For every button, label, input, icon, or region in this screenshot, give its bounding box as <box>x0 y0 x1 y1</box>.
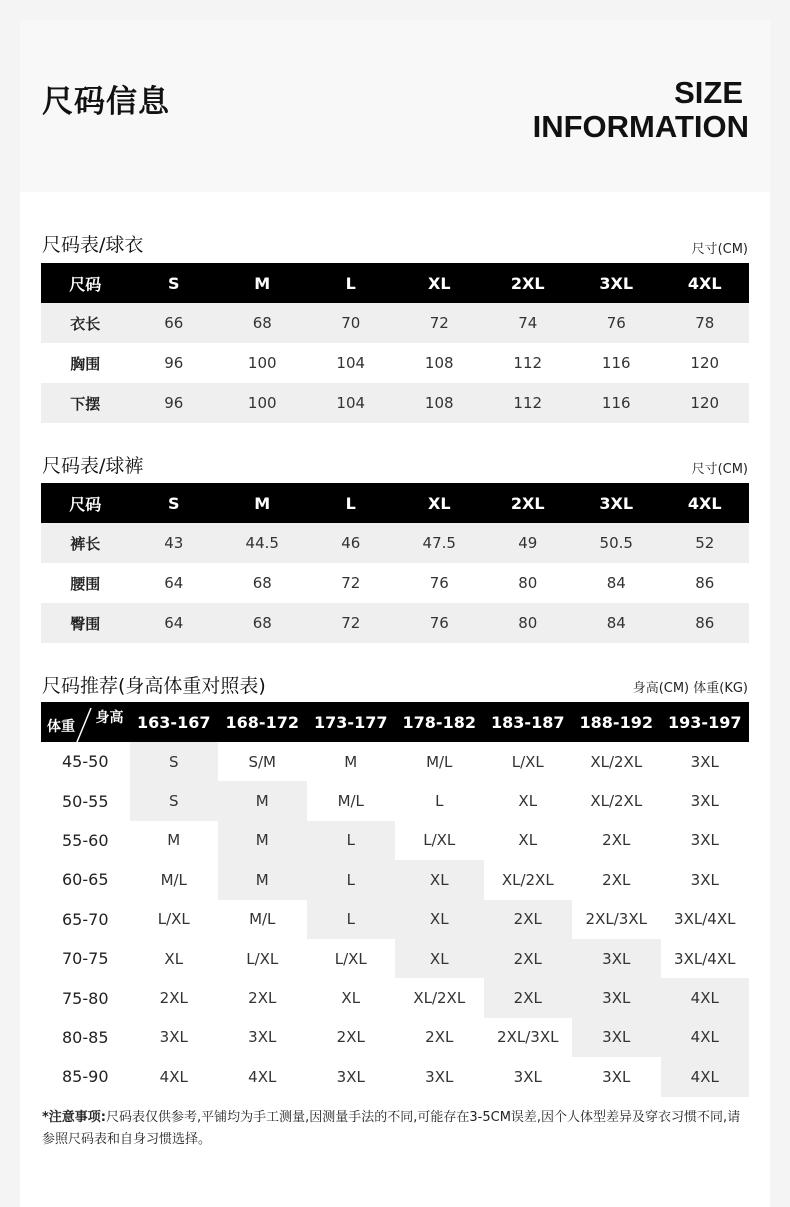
table-cell: 74 <box>484 303 573 343</box>
table-row <box>41 563 749 603</box>
table-cell: 49 <box>484 523 573 563</box>
size-cell: 3XL <box>336 1067 365 1086</box>
size-cell: XL/2XL <box>501 870 554 889</box>
weight-row-header: 85-90 <box>62 1067 109 1087</box>
table-cell: 120 <box>661 383 750 423</box>
size-cell: M/L <box>160 870 187 889</box>
table-row <box>41 978 749 1017</box>
table-cell: 43 <box>130 523 219 563</box>
weight-row-header: 55-60 <box>62 830 109 850</box>
pants-table-title: 尺码表/球裤 <box>42 455 144 477</box>
size-cell: 3XL <box>690 870 719 889</box>
table-cell: 104 <box>307 383 396 423</box>
size-cell: 2XL <box>602 831 631 850</box>
height-column-header: 168-172 <box>218 702 307 742</box>
row-header: 胸围 <box>70 354 101 373</box>
size-cell: 2XL <box>248 989 277 1008</box>
size-cell: 3XL <box>602 1067 631 1086</box>
column-header-size: 尺码 <box>41 483 130 523</box>
column-header: 2XL <box>484 483 573 523</box>
size-cell: 2XL <box>159 989 188 1008</box>
size-cell: XL/2XL <box>590 752 643 771</box>
size-cell: L/XL <box>423 831 456 850</box>
table-cell: 80 <box>518 574 538 592</box>
table-cell: 68 <box>252 574 272 592</box>
table-cell: 108 <box>395 383 484 423</box>
column-header: 2XL <box>484 263 573 303</box>
size-cell: 4XL <box>248 1067 277 1086</box>
size-cell: 2XL <box>484 900 573 939</box>
column-header-size: 尺码 <box>41 263 130 303</box>
size-cell: L <box>307 900 396 939</box>
size-cell: 3XL <box>572 1018 661 1057</box>
table-cell: 116 <box>572 383 661 423</box>
table-cell: 68 <box>218 603 307 643</box>
size-cell: 4XL <box>159 1067 188 1086</box>
table-cell: 52 <box>661 523 750 563</box>
column-header: S <box>130 483 219 523</box>
weight-row-header: 75-80 <box>62 988 109 1008</box>
size-cell: L <box>307 860 396 899</box>
size-cell: M/L <box>249 910 276 929</box>
care-note <box>42 1107 752 1151</box>
table-cell: 68 <box>218 303 307 343</box>
table-cell: 76 <box>572 303 661 343</box>
column-header: 3XL <box>572 483 661 523</box>
table-cell: 100 <box>218 383 307 423</box>
size-cell: 3XL <box>572 978 661 1017</box>
table-cell: 64 <box>130 603 219 643</box>
table-cell: 64 <box>164 574 184 592</box>
table-cell: 96 <box>164 354 184 372</box>
size-cell: S <box>130 742 219 781</box>
size-cell: S <box>130 781 219 820</box>
size-cell: 3XL/4XL <box>674 949 736 968</box>
size-cell: 2XL/3XL <box>497 1028 559 1047</box>
table-row <box>41 1057 749 1096</box>
pants-size-table <box>41 483 749 643</box>
size-cell: XL/2XL <box>590 792 643 811</box>
table-row <box>41 742 749 781</box>
corner-cell <box>41 702 130 742</box>
table-row <box>41 303 749 343</box>
size-cell: L <box>435 792 444 811</box>
note-text: 尺码表仅供参考,平铺均为手工测量,因测量手法的不同,可能存在3-5CM误差,因个人体型差异及穿衣习惯不同,请参照尺码表和自身习惯选择。 <box>42 1110 741 1147</box>
size-cell: M <box>218 821 307 860</box>
weight-row-header: 70-75 <box>62 949 109 969</box>
table-row <box>41 1018 749 1057</box>
weight-row-header: 60-65 <box>62 870 109 890</box>
table-cell: 100 <box>247 354 277 372</box>
table-cell: 84 <box>606 574 626 592</box>
table-header-row <box>41 702 749 742</box>
height-column-header: 183-187 <box>484 702 573 742</box>
column-header: S <box>130 263 219 303</box>
column-header: 4XL <box>661 483 750 523</box>
size-cell: 4XL <box>661 1057 750 1096</box>
row-header: 裤长 <box>41 523 130 563</box>
row-header: 衣长 <box>41 303 130 343</box>
table-row <box>41 603 749 643</box>
column-header: XL <box>395 483 484 523</box>
column-header: L <box>307 483 396 523</box>
size-cell: XL <box>164 949 184 968</box>
weight-row-header: 80-85 <box>62 1027 109 1047</box>
size-cell: L/XL <box>246 949 279 968</box>
table-cell: 72 <box>307 603 396 643</box>
table-cell: 96 <box>130 383 219 423</box>
corner-row-label: 体重 <box>47 719 75 735</box>
size-cell: XL <box>395 860 484 899</box>
page-title-en-line2: INFORMATION <box>532 109 749 144</box>
table-cell: 116 <box>601 354 631 372</box>
table-header-row <box>41 263 749 303</box>
size-cell: 3XL <box>248 1028 277 1047</box>
size-cell: 3XL <box>425 1067 454 1086</box>
size-cell: 2XL <box>425 1028 454 1047</box>
size-cell: M/L <box>426 752 453 771</box>
weight-row-header: 50-55 <box>62 791 109 811</box>
height-column-header: 178-182 <box>395 702 484 742</box>
table-cell: 104 <box>336 354 366 372</box>
hero-banner <box>20 20 770 192</box>
size-cell: S/M <box>248 752 277 771</box>
size-cell: 2XL <box>484 939 573 978</box>
table-cell: 80 <box>484 603 573 643</box>
size-cell: M <box>167 831 181 850</box>
height-column-header: 163-167 <box>130 702 219 742</box>
table-cell: 76 <box>395 603 484 643</box>
size-cell: L <box>307 821 396 860</box>
table-cell: 72 <box>341 574 361 592</box>
size-cell: XL/2XL <box>413 989 466 1008</box>
height-column-header: 188-192 <box>572 702 661 742</box>
table-row <box>41 821 749 860</box>
table-cell: 108 <box>424 354 454 372</box>
table-cell: 44.5 <box>218 523 307 563</box>
note-label: *注意事项: <box>42 1110 106 1125</box>
page-title-en-line1: SIZE <box>674 75 743 110</box>
height-weight-table <box>41 702 749 1097</box>
table-cell: 66 <box>130 303 219 343</box>
size-cell: 3XL <box>159 1028 188 1047</box>
size-cell: M <box>218 781 307 820</box>
table-cell: 112 <box>484 383 573 423</box>
table-row <box>41 781 749 820</box>
size-cell: 3XL <box>513 1067 542 1086</box>
table-cell: 76 <box>429 574 449 592</box>
size-cell: 4XL <box>661 1018 750 1057</box>
size-cell: L/XL <box>157 910 190 929</box>
row-header: 臀围 <box>41 603 130 643</box>
size-cell: M <box>344 752 358 771</box>
size-cell: 3XL <box>572 939 661 978</box>
table-row <box>41 383 749 423</box>
size-cell: L/XL <box>334 949 367 968</box>
size-cell: 2XL <box>602 870 631 889</box>
jersey-table-unit: 尺寸(CM) <box>691 242 748 257</box>
table-cell: 86 <box>661 603 750 643</box>
page-title-en <box>533 76 749 144</box>
height-column-header: 173-177 <box>307 702 396 742</box>
table-cell: 72 <box>395 303 484 343</box>
table-cell: 84 <box>572 603 661 643</box>
size-cell: 3XL/4XL <box>674 910 736 929</box>
weight-row-header: 65-70 <box>62 909 109 929</box>
size-cell: XL <box>518 792 538 811</box>
size-cell: 2XL/3XL <box>585 910 647 929</box>
size-cell: 3XL <box>690 831 719 850</box>
column-header: M <box>218 483 307 523</box>
size-cell: XL <box>395 900 484 939</box>
column-header: 3XL <box>572 263 661 303</box>
size-cell: 2XL <box>484 978 573 1017</box>
column-header: M <box>218 263 307 303</box>
height-column-header: 193-197 <box>661 702 750 742</box>
table-row <box>41 860 749 899</box>
jersey-size-table <box>41 263 749 423</box>
table-row <box>41 900 749 939</box>
size-cell: XL <box>341 989 361 1008</box>
table-row <box>41 939 749 978</box>
column-header: XL <box>395 263 484 303</box>
table-cell: 50.5 <box>572 523 661 563</box>
row-header: 下摆 <box>41 383 130 423</box>
size-cell: 3XL <box>690 752 719 771</box>
row-header: 腰围 <box>70 574 101 593</box>
recommend-table-title: 尺码推荐(身高体重对照表) <box>42 675 266 697</box>
jersey-table-title: 尺码表/球衣 <box>42 234 144 256</box>
table-cell: 47.5 <box>395 523 484 563</box>
size-cell: 2XL <box>336 1028 365 1047</box>
column-header: L <box>307 263 396 303</box>
recommend-table-unit: 身高(CM) 体重(KG) <box>632 681 748 696</box>
size-cell: M/L <box>337 792 364 811</box>
size-cell: 4XL <box>661 978 750 1017</box>
size-cell: L/XL <box>511 752 544 771</box>
size-cell: M <box>218 860 307 899</box>
table-cell: 70 <box>307 303 396 343</box>
page-title-cn: 尺码信息 <box>42 84 170 120</box>
table-header-row <box>41 483 749 523</box>
table-row <box>41 523 749 563</box>
size-cell: XL <box>395 939 484 978</box>
size-cell: 3XL <box>690 792 719 811</box>
pants-table-unit: 尺寸(CM) <box>691 462 748 477</box>
corner-col-label: 身高 <box>95 710 124 726</box>
size-cell: XL <box>518 831 538 850</box>
table-cell: 46 <box>307 523 396 563</box>
column-header: 4XL <box>661 263 750 303</box>
table-cell: 112 <box>513 354 543 372</box>
table-cell: 120 <box>690 354 720 372</box>
weight-row-header: 45-50 <box>62 752 109 772</box>
table-cell: 86 <box>695 574 715 592</box>
table-row <box>41 343 749 383</box>
table-cell: 78 <box>661 303 750 343</box>
